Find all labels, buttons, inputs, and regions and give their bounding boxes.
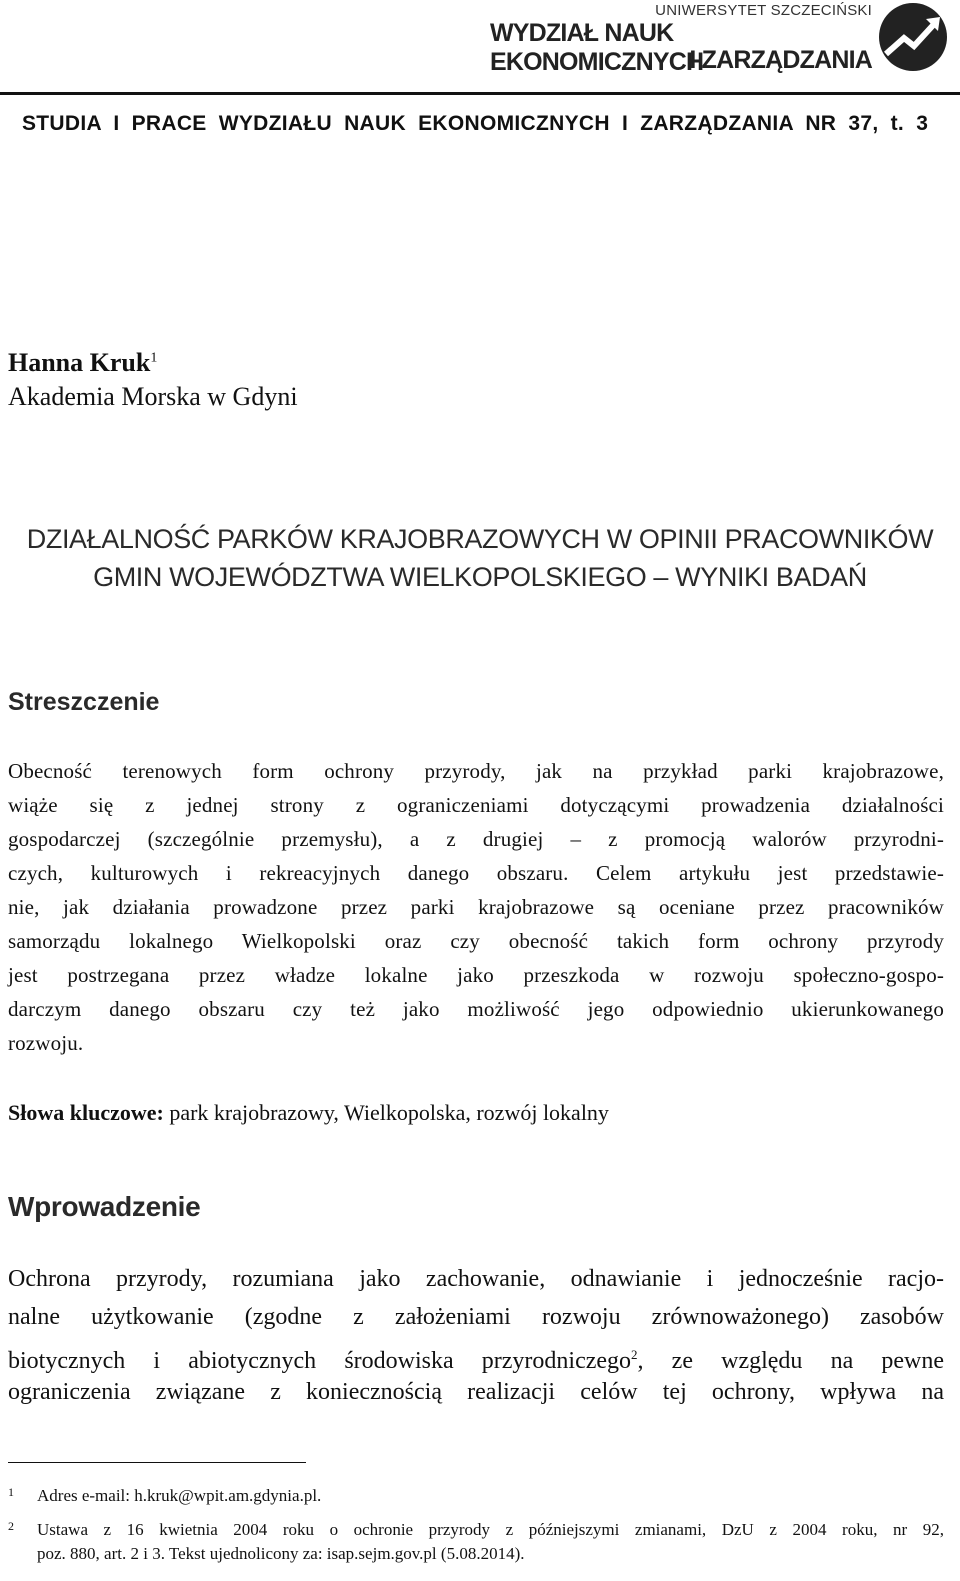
footnote-number: 1 [8,1485,14,1499]
rising-arrow-circle-icon [878,2,948,72]
article-title-line2: GMIN WOJEWÓDZTWA WIELKOPOLSKIEGO – WYNIKI BADAŃ [93,562,867,592]
footnote-text-line: Ustawa z 16 kwietnia 2004 roku o ochronie przyrody z późniejszymi zmianami, DzU z 2004 roku, nr 92, [37,1520,944,1539]
abstract-line: czych, kulturowych i rekreacyjnych danego obszaru. Celem artykułu jest przedstawie- [8,861,944,885]
footnote-text [37,1518,944,1566]
faculty-logo [490,0,960,82]
introduction-line: ograniczenia związane z koniecznością realizacji celów tej ochrony, wpływa na [8,1378,944,1405]
keywords-value: park krajobrazowy, Wielkopolska, rozwój lokalny [163,1100,609,1125]
abstract-line: nie, jak działania prowadzone przez parki krajobrazowe są oceniane przez pracowników [8,895,944,919]
article-title [0,520,960,596]
introduction-line: nalne użytkowanie (zgodne z założeniami rozwoju zrównoważonego) zasobów [8,1303,944,1330]
article-title-line1: DZIAŁALNOŚĆ PARKÓW KRAJOBRAZOWYCH W OPINII PRACOWNIKÓW [26,524,934,554]
footnote-number: 2 [8,1519,14,1533]
abstract-line: samorządu lokalnego Wielkopolski oraz czy obecność takich form ochrony przyrody [8,929,944,953]
introduction-line3-end: , ze względu na pewne [637,1348,944,1374]
author-name [8,348,157,378]
footnote-text-line: poz. 880, art. 2 i 3. Tekst ujednolicony za: isap.sejm.gov.pl (5.08.2014). [37,1544,525,1563]
abstract-body [8,754,944,1060]
faculty-name-line1: WYDZIAŁ NAUK EKONOMICZNYCH [490,19,704,76]
abstract-line: rozwoju. [8,1031,84,1055]
abstract-line: wiąże się z jednej strony z ograniczeniami dotyczącymi prowadzenia działalności [8,793,944,817]
author-affiliation: Akademia Morska w Gdyni [8,382,298,411]
abstract-heading: Streszczenie [8,688,160,716]
introduction-body [8,1261,944,1411]
footnote-ref-2[interactable]: 2 [631,1347,638,1362]
introduction-line3-start: biotycznych i abiotycznych środowiska przyrodniczego [8,1348,632,1374]
abstract-line: darczym danego obszaru czy też jako możliwość jego odpowiednio ukierunkowanego [8,997,944,1021]
journal-title: STUDIA I PRACE WYDZIAŁU NAUK EKONOMICZNYCH I ZARZĄDZANIA NR 37, t. 3 [22,112,929,135]
author-name-text: Hanna Kruk [8,348,151,377]
abstract-line: gospodarczej (szczególnie przemysłu), a z drugiej – z promocją walorów przyrodni- [8,827,944,851]
footnote-text: Adres e-mail: h.kruk@wpit.am.gdynia.pl. [37,1486,322,1505]
header-rule [0,92,960,95]
abstract-line: jest postrzegana przez władze lokalne jako przeszkoda w rozwoju społeczno-gospo- [8,963,944,987]
abstract-line: Obecność terenowych form ochrony przyrody, jak na przykład parki krajobrazowe, [8,759,944,783]
introduction-line [8,1336,944,1374]
author-footnote-mark[interactable]: 1 [150,350,158,366]
introduction-heading: Wprowadzenie [8,1191,201,1222]
keywords-label: Słowa kluczowe: [8,1100,164,1125]
university-name: UNIWERSYTET SZCZECIŃSKI [655,2,872,19]
keywords [8,1100,609,1126]
footnote-separator [8,1462,306,1463]
introduction-line: Ochrona przyrody, rozumiana jako zachowanie, odnawianie i jednocześnie racjo- [8,1266,944,1292]
faculty-name-line2: I ZARZĄDZANIA [689,46,872,74]
